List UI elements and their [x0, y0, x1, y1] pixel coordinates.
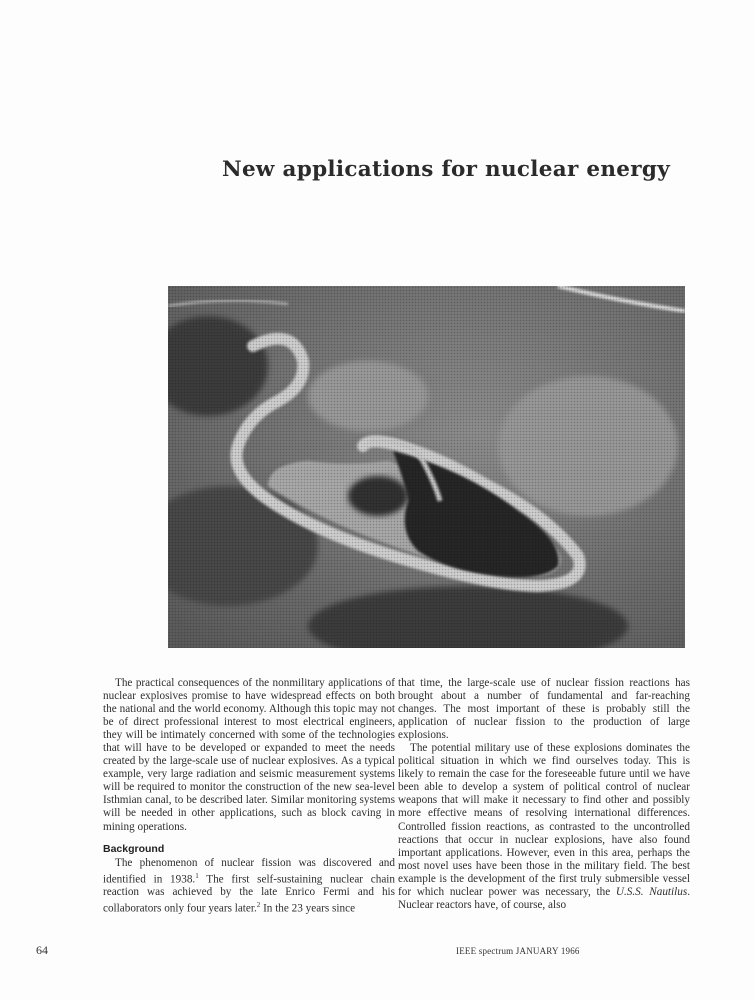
text-segment: . Nuclear reactors have, of course, also: [398, 885, 690, 911]
military-paragraph: [398, 742, 690, 912]
text-segment: The potential military use of these explosions dominates the political situation in which we find ourselves today. This is likely to remain the case for the foreseeable future until we have been able to develop a system of political control of nuclear weapons that will make it necessary to find other and possibly more effective means of resolving international differences. Controlled fission reactions, as contrasted to the uncontrolled reactions that occur in nuclear explosions, have also found important applications. However, even in this area, perhaps the most novel uses have been those in the military field. The best example is the development of the first truly submersible vessel for which nuclear power was necessary, the: [398, 742, 690, 898]
article-title: New applications for nuclear energy: [222, 157, 671, 182]
intro-paragraph: The practical consequences of the nonmilitary applications of nuclear explosives promise to have widespread effects on both the national and the world economy. Although this topic may not be of direct professional interest to most electrical engineers, they will be intimately concerned with some of the technologies that will have to be developed or expanded to meet the needs created by the large-scale use of nuclear explosives. As a typical example, very large radiation and seismic measurement systems will be required to monitor the construction of the new sea-level Isthmian canal, to be described later. Similar monitoring systems will be needed in other applications, such as block caving in mining operations.: [103, 677, 395, 833]
text-segment: The phenomenon of nuclear fission was discovered and identified in 1938.: [103, 856, 395, 886]
journal-prefix: IEEE: [456, 946, 477, 956]
text-segment: In the 23 years since: [260, 903, 356, 916]
left-column: [103, 677, 395, 916]
section-heading-background: Background: [103, 842, 165, 855]
ship-name: U.S.S. Nautilus: [615, 885, 688, 898]
background-paragraph: [103, 857, 395, 917]
right-column: [398, 677, 690, 912]
journal-name: spectrum: [478, 946, 514, 956]
journal-footer: [456, 946, 580, 956]
footnote-ref-2[interactable]: 2: [256, 901, 261, 910]
footnote-ref-1[interactable]: 1: [195, 871, 199, 880]
page-number: 64: [36, 943, 48, 957]
continued-paragraph: that time, the large-scale use of nuclear fission reactions has brought about a number of fundamental and far-reaching changes. The most important of these is probably still the application of nuclear fission to the production of large explosions.: [398, 677, 690, 742]
aerial-photo-island: [168, 286, 685, 648]
issue-date: JANUARY 1966: [515, 946, 580, 956]
text-segment: The first self-sustaining nuclear chain reaction was achieved by the late Enrico Fermi and his collaborators only four years later.: [103, 873, 395, 916]
